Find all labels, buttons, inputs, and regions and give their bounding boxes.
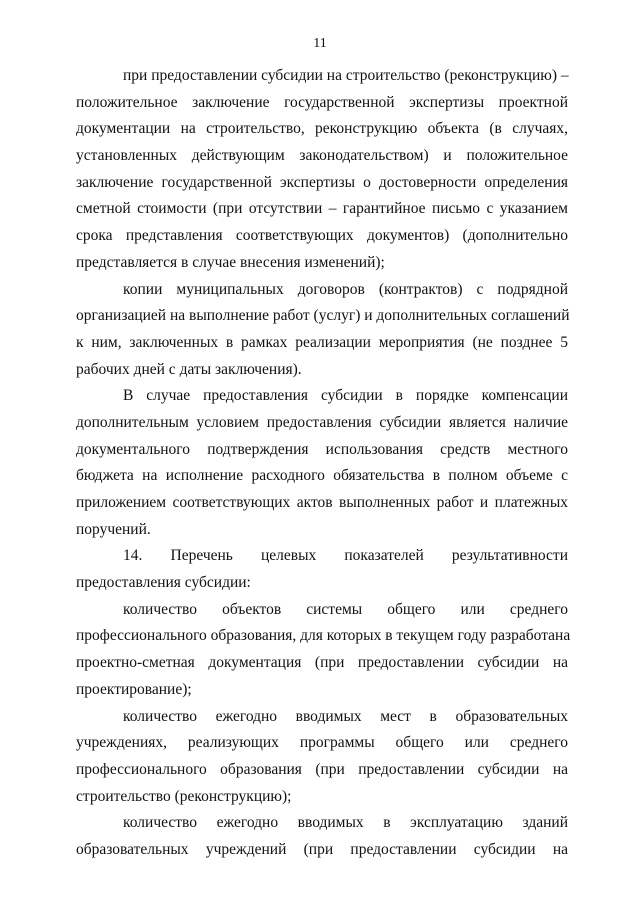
text-line: копии муниципальных договоров (контрактов) с подрядной [123, 280, 568, 298]
text-line: образовательных учреждений (при предоставлении субсидии на [76, 840, 568, 858]
text-line: В случае предоставления субсидии в порядке компенсации [123, 387, 568, 405]
text-line: бюджета на исполнение расходного обязательства в полном объеме с [76, 467, 568, 485]
text-line: количество объектов системы общего или среднего [123, 600, 568, 618]
text-line: проектирование); [76, 680, 192, 698]
text-line: документации на строительство, реконструкцию объекта (в случаях, [76, 120, 568, 138]
text-line: при предоставлении субсидии на строительство (реконструкцию) – [123, 67, 569, 84]
text-line: профессионального образования, для которых в текущем году разработана [76, 627, 571, 645]
text-line: количество ежегодно вводимых в эксплуатацию зданий [123, 814, 568, 832]
text-line: заключение государственной экспертизы о достоверности определения [76, 173, 568, 191]
text-line: срока представления соответствующих документов) (дополнительно [76, 227, 568, 245]
text-line: проектно-сметная документация (при предоставлении субсидии на [76, 654, 568, 672]
text-line: учреждениях, реализующих программы общего или среднего [76, 734, 568, 752]
body-text [76, 63, 571, 864]
text-line: профессионального образования (при предоставлении субсидии на [76, 760, 568, 778]
text-line: установленных действующим законодательством) и положительное [76, 147, 568, 165]
section-heading-line: 14. Перечень целевых показателей результативности [123, 547, 568, 565]
text-line: строительство (реконструкцию); [76, 787, 292, 805]
text-line: дополнительным условием предоставления субсидии является наличие [76, 413, 568, 431]
text-line: документального подтверждения использования средств местного [76, 440, 568, 458]
page-number: 11 [313, 36, 327, 51]
text-line: предоставления субсидии: [76, 574, 251, 592]
text-line: количество ежегодно вводимых мест в образовательных [123, 707, 568, 725]
text-line: рабочих дней с даты заключения). [76, 360, 302, 378]
text-line: сметной стоимости (при отсутствии – гарантийное письмо с указанием [76, 200, 568, 218]
text-line: к ним, заключенных в рамках реализации мероприятия (не позднее 5 [76, 333, 568, 351]
text-line: положительное заключение государственной экспертизы проектной [76, 93, 568, 111]
text-line: приложением соответствующих актов выполненных работ и платежных [76, 494, 568, 511]
text-line: организацией на выполнение работ (услуг) и дополнительных соглашений [76, 307, 570, 325]
text-line: поручений. [76, 520, 151, 538]
text-line: представляется в случае внесения изменений); [76, 253, 385, 271]
